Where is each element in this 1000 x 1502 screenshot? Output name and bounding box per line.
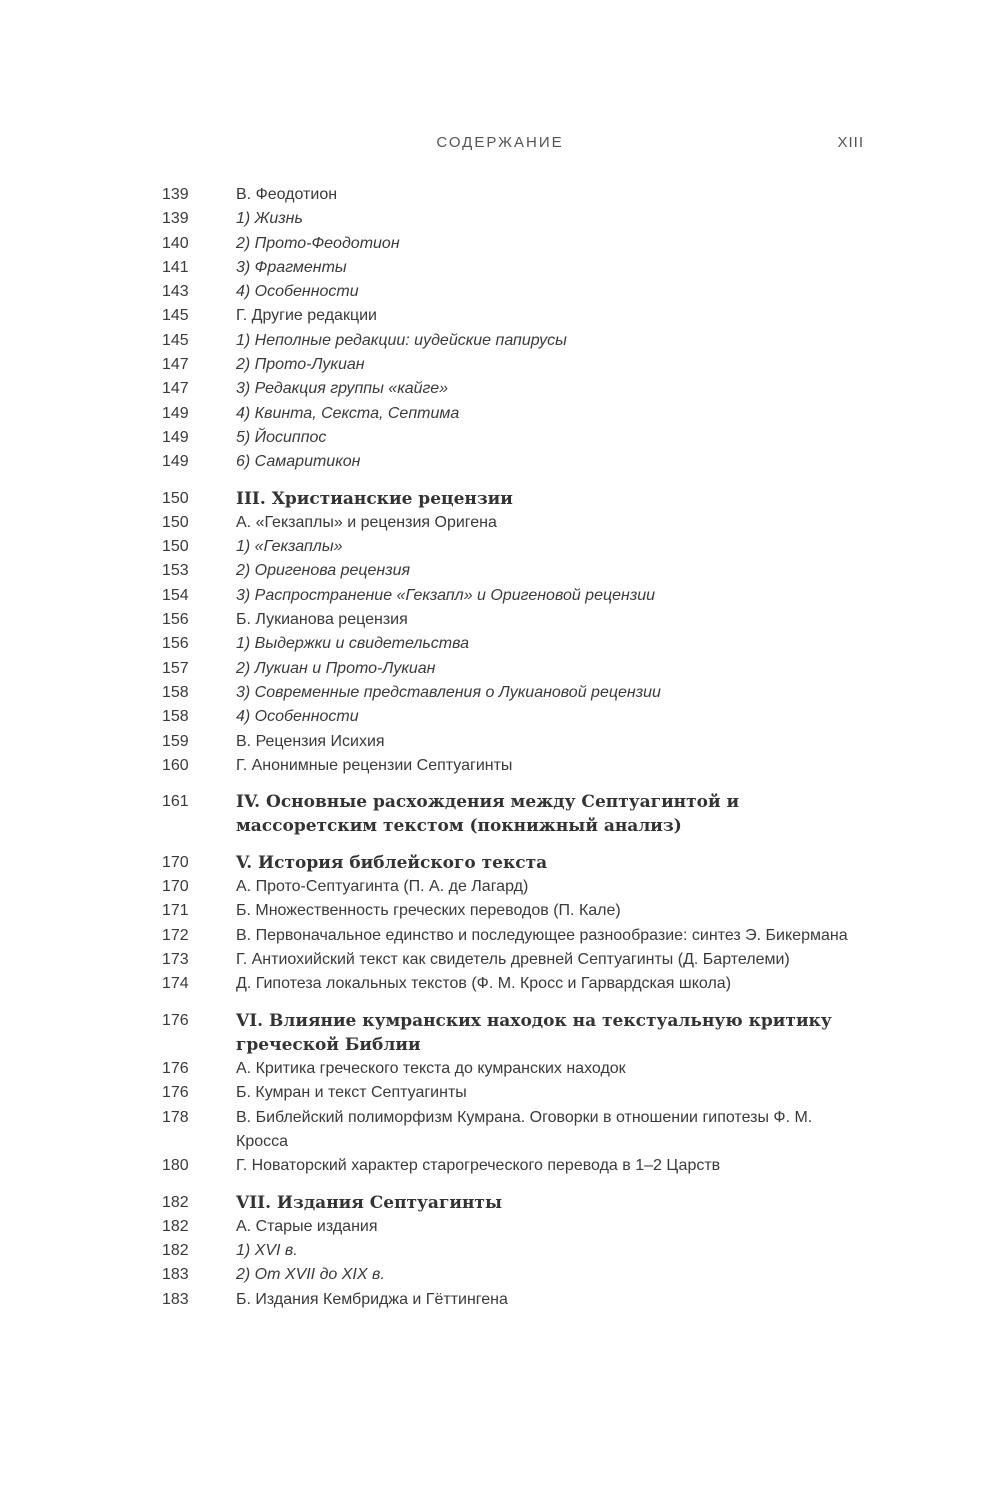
toc-entry xyxy=(0,790,1000,839)
toc-entry-title: Г. Другие редакции xyxy=(236,307,377,325)
toc-entry xyxy=(0,487,1000,511)
toc-entry xyxy=(0,1215,1000,1239)
toc-entry-title: 4) Особенности xyxy=(236,708,359,726)
toc-entry-title: 4) Квинта, Секста, Септима xyxy=(236,404,460,422)
toc-entry-title: 1) Выдержки и свидетельства xyxy=(236,635,469,653)
toc-entry-page: 149 xyxy=(162,404,189,422)
toc-entry-title: 1) Неполные редакции: иудейские папирусы xyxy=(236,331,567,349)
toc-entry-page: 183 xyxy=(162,1266,189,1284)
toc-entry xyxy=(0,1239,1000,1263)
toc-entry xyxy=(0,304,1000,328)
table-of-contents xyxy=(0,183,1000,1312)
toc-entry-page: 156 xyxy=(162,635,189,653)
toc-entry xyxy=(0,730,1000,754)
toc-entry-page: 147 xyxy=(162,356,189,374)
toc-entry-page: 159 xyxy=(162,732,189,750)
toc-entry-page: 141 xyxy=(162,258,189,276)
running-head-title: СОДЕРЖАНИЕ xyxy=(436,134,564,151)
toc-entry-page: 176 xyxy=(162,1084,189,1102)
toc-entry-title: IV. Основные расхождения между Септуагинтой и массоретским текстом (покнижный анализ) xyxy=(236,792,740,837)
toc-entry-page: 150 xyxy=(162,489,189,507)
toc-entry-page: 149 xyxy=(162,428,189,446)
toc-entry-title: В. Библейский полиморфизм Кумрана. Оговорки в отношении гипотезы Ф. М. Кросса xyxy=(236,1108,813,1150)
toc-entry xyxy=(0,353,1000,377)
toc-entry xyxy=(0,632,1000,656)
toc-entry-page: 174 xyxy=(162,975,189,993)
toc-entry xyxy=(0,511,1000,535)
toc-entry xyxy=(0,450,1000,474)
toc-entry-page: 150 xyxy=(162,513,189,531)
toc-entry-title: 3) Фрагменты xyxy=(236,258,347,276)
toc-entry xyxy=(0,256,1000,280)
toc-entry-title: А. Старые издания xyxy=(236,1217,378,1235)
toc-entry-title: 2) Лукиан и Прото-Лукиан xyxy=(236,659,436,677)
toc-entry-title: В. Феодотион xyxy=(236,186,338,203)
toc-entry-page: 183 xyxy=(162,1290,189,1308)
toc-entry-title: В. Первоначальное единство и последующее разнообразие: синтез Э. Бикермана xyxy=(236,926,848,944)
toc-entry-page: 182 xyxy=(162,1217,189,1235)
toc-entry xyxy=(0,232,1000,256)
toc-entry xyxy=(0,1081,1000,1105)
toc-entry-title: 2) Прото-Лукиан xyxy=(236,356,365,374)
toc-entry-page: 170 xyxy=(162,878,189,896)
toc-entry xyxy=(0,1191,1000,1215)
toc-entry xyxy=(0,851,1000,875)
toc-entry-title: 1) «Гекзаплы» xyxy=(236,538,343,556)
toc-entry-page: 170 xyxy=(162,853,189,871)
toc-entry-title: Г. Новаторский характер старогреческого перевода в 1–2 Царств xyxy=(236,1157,721,1175)
toc-entry-page: 140 xyxy=(162,234,189,252)
toc-entry xyxy=(0,705,1000,729)
toc-entry xyxy=(0,1288,1000,1312)
toc-entry xyxy=(0,1106,1000,1155)
toc-entry-title: А. Прото-Септуагинта (П. А. де Лагард) xyxy=(236,878,529,896)
toc-entry xyxy=(0,1057,1000,1081)
toc-entry-page: 160 xyxy=(162,756,189,774)
toc-entry-title: 1) XVI в. xyxy=(236,1242,298,1260)
toc-entry-title: 3) Распространение «Гекзапл» и Оригеновой рецензии xyxy=(236,586,656,604)
toc-entry-title: 5) Йосиппос xyxy=(236,428,327,446)
toc-entry-title: 3) Редакция группы «кайге» xyxy=(236,380,449,398)
toc-entry-title: А. «Гекзаплы» и рецензия Оригена xyxy=(236,513,497,531)
toc-entry xyxy=(0,207,1000,231)
toc-entry-page: 172 xyxy=(162,926,189,944)
toc-entry xyxy=(0,924,1000,948)
toc-entry-page: 145 xyxy=(162,331,189,349)
toc-entry-page: 182 xyxy=(162,1242,189,1260)
toc-entry-page: 139 xyxy=(162,210,189,228)
toc-entry-title: 1) Жизнь xyxy=(236,210,303,228)
toc-entry-title: Б. Кумран и текст Септуагинты xyxy=(236,1084,467,1102)
toc-entry-title: Б. Множественность греческих переводов (П. Кале) xyxy=(236,902,621,920)
toc-entry-page: 150 xyxy=(162,538,189,556)
toc-entry-title: Б. Лукианова рецензия xyxy=(236,611,408,629)
toc-entry xyxy=(0,280,1000,304)
toc-entry xyxy=(0,183,1000,207)
toc-entry-page: 143 xyxy=(162,283,189,301)
toc-entry-page: 176 xyxy=(162,1011,189,1029)
toc-entry-title: Г. Антиохийский текст как свидетель древней Септуагинты (Д. Бартелеми) xyxy=(236,950,790,968)
toc-entry-page: 139 xyxy=(162,186,189,203)
toc-entry xyxy=(0,426,1000,450)
toc-entry-page: 158 xyxy=(162,708,189,726)
toc-entry xyxy=(0,584,1000,608)
toc-entry xyxy=(0,608,1000,632)
toc-entry-title: 2) Оригенова рецензия xyxy=(236,562,411,580)
toc-entry-page: 180 xyxy=(162,1157,189,1175)
toc-entry xyxy=(0,972,1000,996)
toc-entry-title: Д. Гипотеза локальных текстов (Ф. М. Кросс и Гарвардская школа) xyxy=(236,975,732,993)
toc-entry xyxy=(0,329,1000,353)
toc-entry xyxy=(0,754,1000,778)
toc-entry xyxy=(0,948,1000,972)
toc-entry-page: 149 xyxy=(162,453,189,471)
toc-entry xyxy=(0,1263,1000,1287)
toc-entry xyxy=(0,1009,1000,1058)
toc-entry-page: 173 xyxy=(162,950,189,968)
folio-page-number: XIII xyxy=(837,134,864,151)
toc-entry-title: 3) Современные представления о Лукиановой рецензии xyxy=(236,683,661,701)
toc-entry-page: 156 xyxy=(162,611,189,629)
toc-entry-title: Б. Издания Кембриджа и Гёттингена xyxy=(236,1290,508,1308)
toc-entry xyxy=(0,1154,1000,1178)
toc-entry-title: 2) От XVII до XIX в. xyxy=(236,1266,385,1284)
toc-entry-page: 154 xyxy=(162,586,189,604)
toc-entry xyxy=(0,402,1000,426)
toc-entry-page: 171 xyxy=(162,902,189,920)
toc-entry-title: V. История библейского текста xyxy=(236,852,548,873)
toc-entry xyxy=(0,657,1000,681)
toc-entry xyxy=(0,681,1000,705)
toc-entry-page: 145 xyxy=(162,307,189,325)
toc-entry-title: 4) Особенности xyxy=(236,283,359,301)
toc-entry-page: 178 xyxy=(162,1108,189,1126)
toc-entry-page: 161 xyxy=(162,793,189,811)
toc-entry-title: VII. Издания Септуагинты xyxy=(236,1192,502,1213)
toc-entry-page: 158 xyxy=(162,683,189,701)
toc-entry-title: VI. Влияние кумранских находок на текстуальную критику греческой Библии xyxy=(236,1010,832,1055)
toc-entry-page: 147 xyxy=(162,380,189,398)
toc-entry xyxy=(0,535,1000,559)
toc-entry-title: III. Христианские рецензии xyxy=(236,488,513,509)
toc-entry-page: 182 xyxy=(162,1193,189,1211)
toc-entry-title: 6) Самаритикон xyxy=(236,453,361,471)
toc-entry-page: 153 xyxy=(162,562,189,580)
toc-entry-title: А. Критика греческого текста до кумранских находок xyxy=(236,1060,626,1078)
toc-entry xyxy=(0,899,1000,923)
toc-entry-title: 2) Прото-Феодотион xyxy=(236,234,400,252)
toc-entry-title: В. Рецензия Исихия xyxy=(236,732,385,750)
toc-entry xyxy=(0,875,1000,899)
toc-entry xyxy=(0,377,1000,401)
toc-entry-title: Г. Анонимные рецензии Септуагинты xyxy=(236,756,513,774)
toc-entry-page: 176 xyxy=(162,1060,189,1078)
toc-entry-page: 157 xyxy=(162,659,189,677)
toc-entry xyxy=(0,559,1000,583)
